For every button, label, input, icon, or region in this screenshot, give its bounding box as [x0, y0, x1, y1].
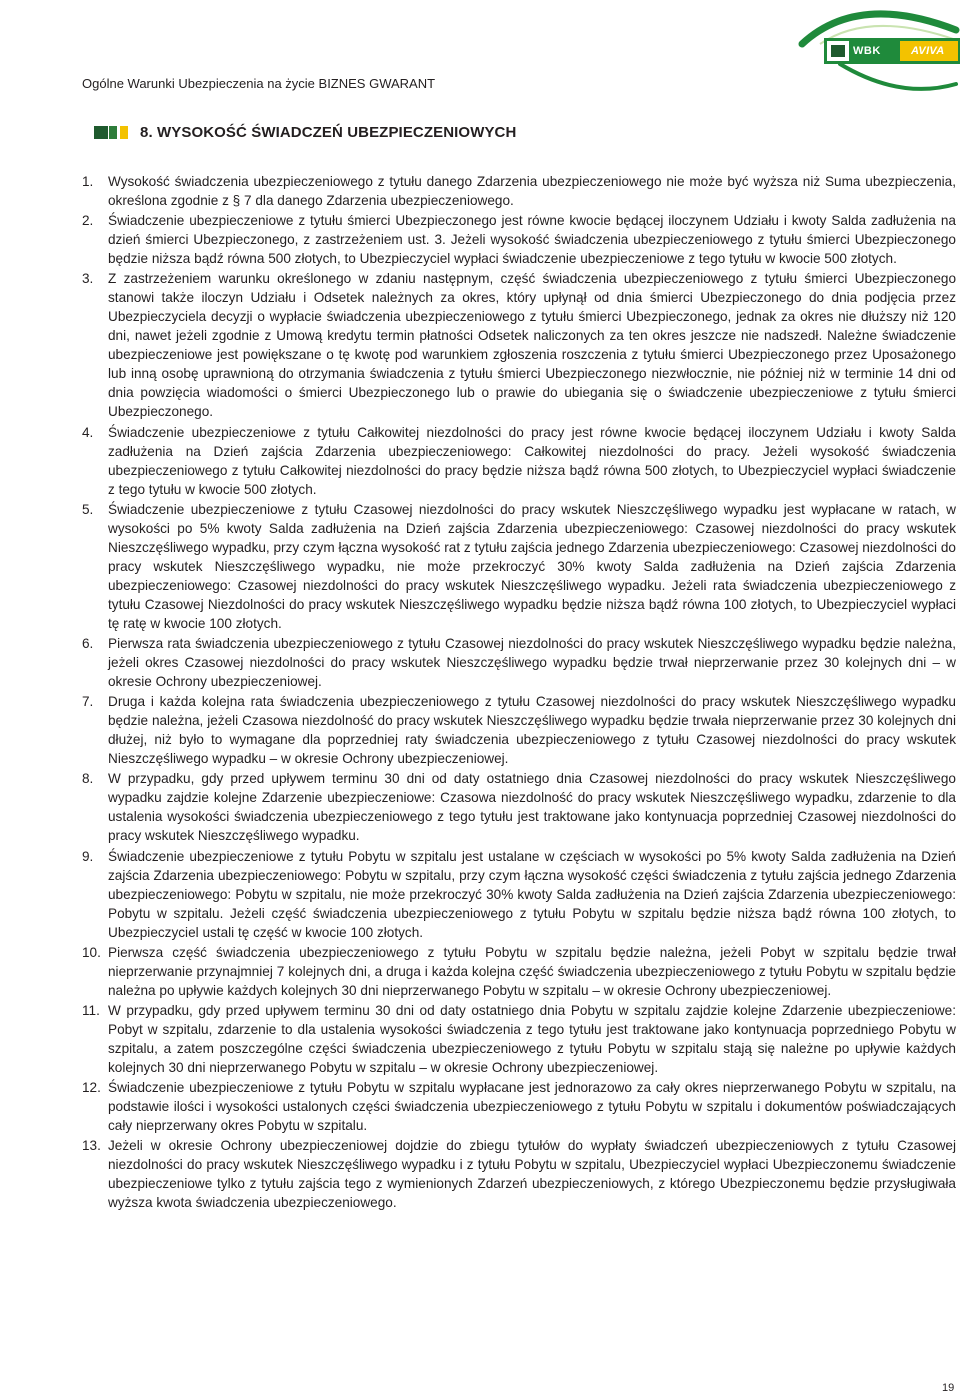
clause-text: Pierwsza rata świadczenia ubezpieczeniowego z tytułu Czasowej niezdolności do pracy wskutek Nieszczęśliwego wypadku będzie należna, jeżeli okres Czasowej niezdolności do pracy wskutek Nieszczęśliwego wypadku będzie trwał nieprzerwanie przez 30 kolejnych dni – w okresie Ochrony ubezpieczeniowej.	[108, 635, 956, 689]
clause-number: 3.	[82, 271, 94, 287]
clause-text: Świadczenie ubezpieczeniowe z tytułu Pobytu w szpitalu wypłacane jest jednorazowo za cały okres nieprzerwanego Pobytu w szpitalu, na podstawie ilości i wysokości ustalonych części świadczenia ubezpieczeniowego z tytułu Pobytu w szpitalu i dokumentów poświadczających cały nieprzerwany okres Pobytu w szpitalu.	[108, 1080, 956, 1134]
clause-9	[82, 847, 956, 942]
clause-number: 4.	[82, 424, 94, 440]
clause-4	[82, 423, 956, 499]
clause-number: 8.	[82, 771, 94, 787]
clause-number: 7.	[82, 694, 94, 710]
heading-marker-yellow	[120, 126, 128, 139]
clause-number: 11.	[82, 1002, 100, 1018]
clause-13	[82, 1136, 956, 1212]
aviva-logo-text: AVIVA	[911, 45, 945, 57]
clause-number: 13.	[82, 1138, 101, 1154]
clause-3	[82, 269, 956, 421]
clause-text: Świadczenie ubezpieczeniowe z tytułu Całkowitej niezdolności do pracy jest równe kwocie będącej iloczynem Udziału i kwoty Salda zadłużenia na Dzień zajścia Zdarzenia ubezpieczeniowego: Całkowitej niezdolności do pracy. Jeżeli wysokość świadczenia ubezpieczeniowego z tytułu Całkowitej niezdolności do pracy będzie niższa bądź równa 500 złotych, to Ubezpieczyciel wypłaci świadczenie z tego tytułu w kwocie 500 złotych.	[108, 424, 956, 497]
clause-text: Druga i każda kolejna rata świadczenia ubezpieczeniowego z tytułu Czasowej niezdolności do pracy wskutek Nieszczęśliwego wypadku będzie należna, jeżeli Czasowa niezdolność do pracy wskutek Nieszczęśliwego wypadku będzie trwała nieprzerwanie przez 30 kolejnych dni dłużej, niż było to wymagane dla poprzedniej raty świadczenia ubezpieczeniowego z tytułu Czasowej niezdolności do pracy wskutek Nieszczęśliwego wypadku – w okresie Ochrony ubezpieczeniowej.	[108, 694, 956, 767]
clause-11	[82, 1001, 956, 1077]
heading-marker-dark	[94, 126, 108, 139]
section-heading	[94, 124, 516, 141]
clause-2	[82, 211, 956, 268]
clause-number: 9.	[82, 848, 94, 864]
clause-1	[82, 172, 956, 210]
clause-text: W przypadku, gdy przed upływem terminu 30 dni od daty ostatniego dnia Czasowej niezdolności do pracy wskutek Nieszczęśliwego wypadku zajdzie kolejne Zdarzenie ubezpieczeniowe: Czasowa niezdolność do pracy wskutek Nieszczęśliwego wypadku, zdarzenie to dla ustalenia wysokości świadczenia ubezpieczeniowego z tego tytułu jest traktowane jako kontynuacja poprzedniej Czasowej niezdolności do pracy wskutek Nieszczęśliwego wypadku.	[108, 771, 956, 844]
clause-text: Jeżeli w okresie Ochrony ubezpieczeniowej dojdzie do zbiegu tytułów do wypłaty świadczeń ubezpieczeniowych z tytułu Czasowej niezdolności do pracy wskutek Nieszczęśliwego wypadku i z tytułu Pobytu w szpitalu, Ubezpieczyciel wypłaci Ubezpieczonemu świadczenie ubezpieczeniowe tylko z tytułu zajścia tego z wymienionych Zdarzeń ubezpieczeniowych, z którego Ubezpieczonemu będzie przysługiwała wyższa kwota świadczenia ubezpieczeniowego.	[108, 1138, 956, 1211]
clause-text: Świadczenie ubezpieczeniowe z tytułu Czasowej niezdolności do pracy wskutek Nieszczęśliwego wypadku jest wypłacane w ratach, w wysokości po 5% kwoty Salda zadłużenia na Dzień zajścia Zdarzenia ubezpieczeniowego: Czasowej niezdolności do pracy wskutek Nieszczęśliwego wypadku, przy czym łączna wysokość rat z tytułu zajścia jednego Zdarzenia ubezpieczeniowego: Czasowej niezdolności do pracy wskutek Nieszczęśliwego wypadku, nie może przekroczyć 30% kwoty Salda zadłużenia na Dzień zajścia Zdarzenia ubezpieczeniowego: Czasowej niezdolności do pracy wskutek Nieszczęśliwego wypadku. Jeżeli rata świadczenia ubezpieczeniowego z tytułu Czasowej Niezdolności do pracy wskutek Nieszczęśliwego wypadku będzie niższa bądź równa 100 złotych, to Ubezpieczyciel wypłaci tę ratę w kwocie 100 złotych.	[108, 501, 956, 631]
clause-number: 2.	[82, 213, 94, 229]
clause-5	[82, 500, 956, 633]
clause-text: Świadczenie ubezpieczeniowe z tytułu Pobytu w szpitalu jest ustalane w częściach w wysokości po 5% kwoty Salda zadłużenia na Dzień zajścia Zdarzenia ubezpieczeniowego: Pobytu w szpitalu, przy czym łączna wysokość części świadczenia z tytułu zajścia jednego Zdarzenia ubezpieczeniowego: Pobytu w szpitalu, nie może przekroczyć 30% kwoty Salda zadłużenia na Dzień zajścia Zdarzenia ubezpieczeniowego: Pobytu w szpitalu. Jeżeli część świadczenia ubezpieczeniowego z tytułu Pobytu w szpitalu będzie niższa bądź równa 100 złotych, to Ubezpieczyciel ustali tę część w kwocie 100 złotych.	[108, 848, 956, 940]
clause-8	[82, 769, 956, 845]
clause-text: Pierwsza część świadczenia ubezpieczeniowego z tytułu Pobytu w szpitalu będzie należna, jeżeli Pobyt w szpitalu będzie trwał nieprzerwanie przynajmniej 7 kolejnych dni, a druga i każda kolejna część świadczenia ubezpieczeniowego z tytułu Pobytu w szpitalu będzie należna po upływie każdych kolejnych 30 dni nieprzerwanego Pobytu w szpitalu – w okresie Ochrony ubezpieczeniowej.	[108, 944, 956, 998]
clause-12	[82, 1078, 956, 1135]
clause-number: 5.	[82, 501, 94, 517]
clause-list	[82, 172, 956, 1213]
logo-graphic	[780, 0, 960, 116]
clause-text: W przypadku, gdy przed upływem terminu 30 dni od daty ostatniego dnia Pobytu w szpitalu zajdzie kolejne Zdarzenie ubezpieczeniowe: Pobyt w szpitalu, zdarzenie to dla ustalenia wysokości świadczenia z tego tytułu jest traktowane jako kontynuacja poprzedniego Pobytu w szpitalu, a zatem poszczególne części świadczenia ubezpieczeniowego z tytułu Pobytu w szpitalu stają się należne po upływie każdych kolejnych 30 dni nieprzerwanego Pobytu w szpitalu – w okresie Ochrony ubezpieczeniowej.	[108, 1002, 956, 1075]
clause-number: 10.	[82, 944, 101, 960]
heading-marker-green	[109, 126, 117, 139]
clause-text: Wysokość świadczenia ubezpieczeniowego z tytułu danego Zdarzenia ubezpieczeniowego nie może być wyższa niż Suma ubezpieczenia, określona zgodnie z § 7 dla danego Zdarzenia ubezpieczeniowego.	[108, 174, 956, 208]
clause-number: 12.	[82, 1080, 101, 1096]
section-title: 8. WYSOKOŚĆ ŚWIADCZEŃ UBEZPIECZENIOWYCH	[140, 124, 517, 141]
clause-number: 6.	[82, 635, 94, 651]
clause-7	[82, 692, 956, 768]
clause-number: 1.	[82, 174, 94, 189]
clause-6	[82, 634, 956, 691]
wbk-logo-text: WBK	[853, 45, 881, 57]
clause-10	[82, 943, 956, 1000]
page-number: 19	[942, 1382, 955, 1394]
brand-logos	[780, 0, 960, 116]
clause-text: Świadczenie ubezpieczeniowe z tytułu śmierci Ubezpieczonego jest równe kwocie będącej iloczynem Udziału i kwoty Salda zadłużenia na dzień śmierci Ubezpieczonego, z zastrzeżeniem ust. 3. Jeżeli wysokość świadczenia ubezpieczeniowego z tytułu śmierci Ubezpieczonego będzie niższa bądź równa 500 złotych, to Ubezpieczyciel wypłaci świadczenie ubezpieczeniowe z tego tytułu w kwocie 500 złotych.	[108, 213, 956, 267]
document-header-title: Ogólne Warunki Ubezpieczenia na życie BIZNES GWARANT	[82, 76, 436, 91]
clause-text: Z zastrzeżeniem warunku określonego w zdaniu następnym, część świadczenia ubezpieczeniowego z tytułu śmierci Ubezpieczonego stanowi także iloczyn Udziału i Odsetek należnych za okres, który upłynął od dnia śmierci Ubezpieczonego do dnia podjęcia przez Ubezpieczyciela decyzji o wypłacie świadczenia ubezpieczeniowego z tytułu śmierci Ubezpieczonego, jednak za okres nie dłuższy niż 120 dni, nawet jeżeli zgodnie z Umową kredytu termin płatności Odsetek naliczonych za ten okres jeszcze nie nadszedł. Należne świadczenie ubezpieczeniowe jest powiększane o tę kwotę pod warunkiem zgłoszenia roszczenia z tytułu śmierci Ubezpieczonego przez Uposażonego lub inną osobę uprawnioną do otrzymania świadczenia z tytułu śmierci Ubezpieczonego niezwłocznie, nie później niż w terminie 14 dni od dnia powzięcia wiadomości o śmierci Ubezpieczonego lub o prawie do ubiegania się o świadczenie ubezpieczeniowe z tytułu śmierci Ubezpieczonego.	[108, 271, 956, 420]
